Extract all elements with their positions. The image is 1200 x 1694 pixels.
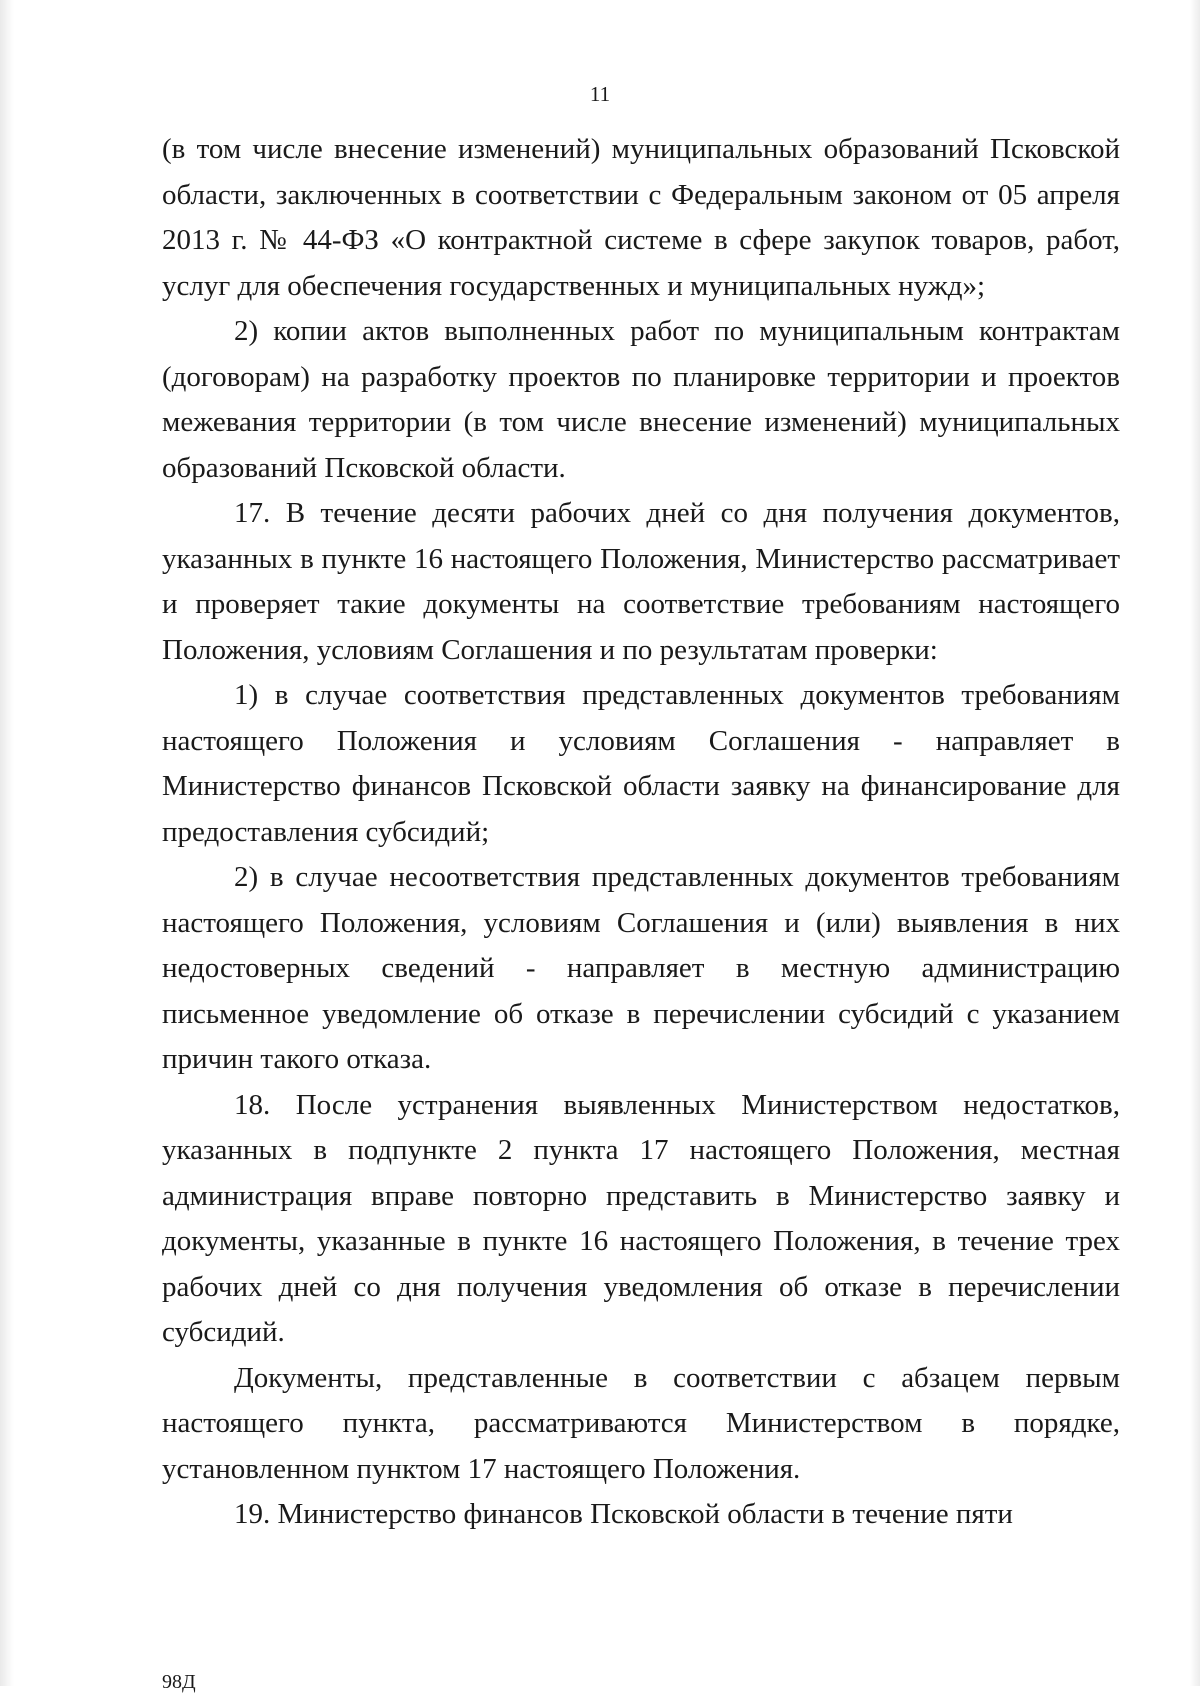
footer-code: 98Д: [162, 1671, 196, 1693]
paragraph-clause-17: 17. В течение десяти рабочих дней со дня получения документов, указанных в пункте 16 настоящего Положения, Министерство рассматривает и проверяет такие документы на соответствие требованиям настоящего Положения, условиям Соглашения и по результатам проверки:: [162, 497, 1120, 666]
paragraph-clause-18-documents: Документы, представленные в соответствии с абзацем первым настоящего пункта, рассматриваются Министерством в порядке, установленном пунктом 17 настоящего Положения.: [162, 1361, 1120, 1485]
paragraph-clause-17-item-2: 2) в случае несоответствия представленных документов требованиям настоящего Положения, условиям Соглашения и (или) выявления в них недостоверных сведений - направляет в местную администрацию письменное уведомление об отказе в перечислении субсидий с указанием причин такого отказа.: [162, 861, 1120, 1075]
page-number: 11: [589, 82, 611, 106]
scan-edge-left: [0, 0, 14, 1686]
paragraph-clause-19: 19. Министерство финансов Псковской области в течение пяти: [234, 1498, 1013, 1530]
paragraph-clause-17-item-1: 1) в случае соответствия представленных документов требованиям настоящего Положения и условиям Соглашения - направляет в Министерство финансов Псковской области заявку на финансирование для предоставления субсидий;: [162, 679, 1120, 848]
paragraph-clause-18: 18. После устранения выявленных Министерством недостатков, указанных в подпункте 2 пункта 17 настоящего Положения, местная администрация вправе повторно представить в Министерство заявку и документы, указанные в пункте 16 настоящего Положения, в течение трех рабочих дней со дня получения уведомления об отказе в перечислении субсидий.: [162, 1088, 1120, 1348]
paragraph-item-2-acts: 2) копии актов выполненных работ по муниципальным контрактам (договорам) на разработку проектов по планировке территории и проектов межевания территории (в том числе внесение изменений) муниципальных образований Псковской области.: [162, 315, 1120, 484]
document-body: [162, 127, 1120, 1538]
scan-edge-right: [1190, 0, 1200, 1686]
paragraph-continuation: (в том числе внесение изменений) муниципальных образований Псковской области, заключенных в соответствии с Федеральным законом от 05 апреля 2013 г. № 44-ФЗ «О контрактной системе в сфере закупок товаров, работ, услуг для обеспечения государственных и муниципальных нужд»;: [162, 133, 1120, 302]
